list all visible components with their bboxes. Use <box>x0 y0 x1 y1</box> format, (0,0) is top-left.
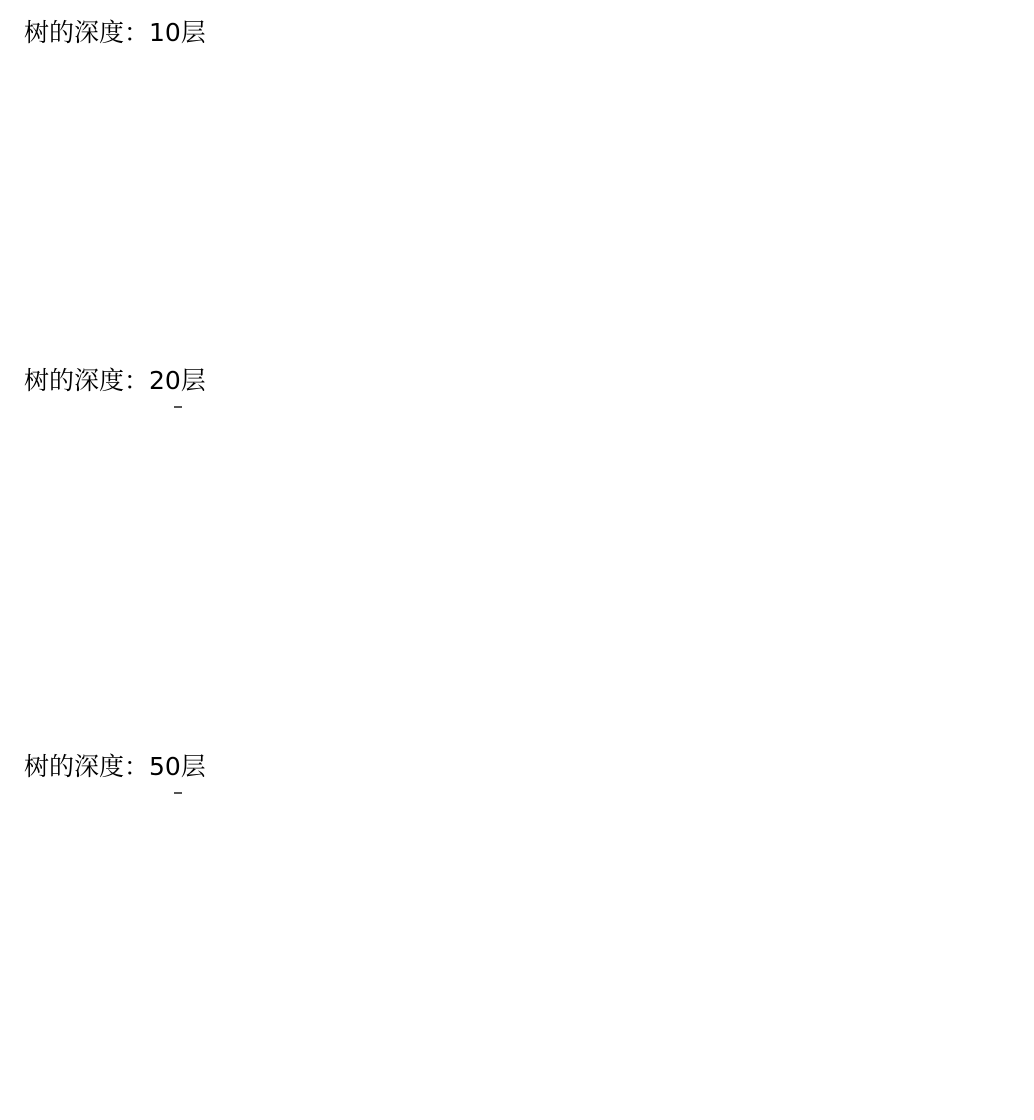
report-heading: 树的深度：20层 <box>24 366 206 395</box>
report-heading: 树的深度：10层 <box>24 18 206 47</box>
report-heading: 树的深度：50层 <box>24 752 206 781</box>
cursor-mark <box>174 792 182 794</box>
cursor-mark <box>174 406 182 408</box>
